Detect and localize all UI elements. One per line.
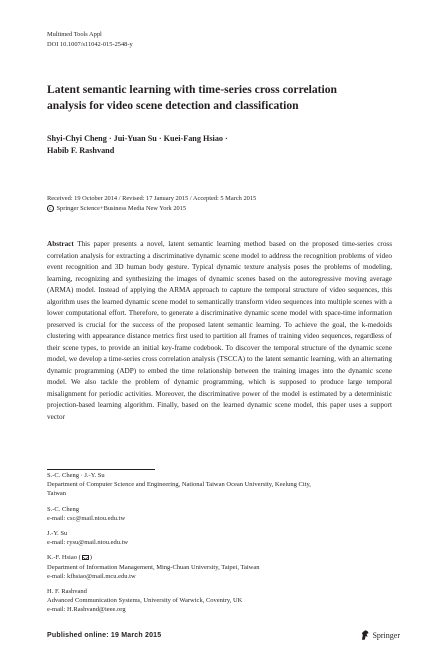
author-list — [47, 133, 387, 157]
history-dates: Received: 19 October 2014 / Revised: 17 January 2015 / Accepted: 5 March 2015 — [47, 195, 257, 202]
affiliation-line: J.-Y. Su — [47, 530, 68, 538]
springer-logo — [360, 628, 400, 642]
copyright-line — [47, 204, 256, 214]
author-line: Shyi-Chyi Cheng · Jui-Yuan Su · Kuei-Fang Hsiao · — [47, 134, 228, 143]
affiliation-line: S.-C. Cheng — [47, 505, 79, 513]
affiliation-block — [47, 505, 392, 523]
article-history — [47, 194, 256, 214]
email-line: e-mail: kfhsiao@mail.mcu.edu.tw — [47, 572, 136, 580]
affiliation-block — [47, 587, 392, 615]
email-line: e-mail: H.Rashvand@ieee.org — [47, 606, 126, 614]
journal-header — [47, 30, 133, 50]
title-line: Latent semantic learning with time-series cross correlation — [47, 83, 337, 96]
abstract-label: Abstract — [47, 240, 74, 248]
affiliations — [47, 471, 392, 621]
corresponding-author-line: K.-F. Hsiao ( ) — [47, 554, 92, 562]
affiliation-line: S.-C. Cheng · J.-Y. Su — [47, 472, 105, 479]
springer-horse-icon — [360, 629, 370, 641]
abstract — [47, 239, 392, 423]
title-line: analysis for video scene detection and classification — [47, 98, 299, 112]
paper-title — [47, 82, 397, 113]
abstract-text: This paper presents a novel, latent semantic learning method based on the proposed time-series cross correlation analysis for extracting a discriminative dynamic scene model to address the recognition problems of video event recognition and 3D human body gesture. Typical dynamic texture analysis poses the problems of modeling, learning, recognizing and synthesizing the images of dynamic scenes based on the autoregressive moving average (ARMA) model. Instead of applying the ARMA approach to capture the temporal structure of video sequences, this algorithm uses the learned dynamic scene model to semantically transform video sequences into multiple scenes with a lower computational effort. Therefore, to generate a discriminative dynamic scene model with space-time information preserved is crucial for the success of the proposed latent semantic learning. To achieve the goal, the k-medoids clustering with appearance distance metrics first used to partition all frames of training video sequences, regardless of their scene types, to provide an initial key-frame codebook. To discover the temporal structure of the dynamic scene model, we develop a time-series cross correlation analysis (TSCCA) to the latent semantic learning, with an alternating dynamic programming (ADP) to embed the time relationship between the training images into the dynamic scene model. We also tackle the problem of dynamic programming, which is supposed to produce large temporal misalignment for periodic activities. Moreover, the discriminative power of the model is estimated by a deterministic projection-based learning algorithm. Finally, based on the learned dynamic scene model, this paper uses a support vector — [47, 240, 393, 421]
footnote-divider — [47, 469, 155, 470]
doi: DOI 10.1007/s11042-015-2548-y — [47, 41, 133, 48]
envelope-icon — [82, 555, 89, 560]
affiliation-line: Department of Information Management, Ming-Chuan University, Taipei, Taiwan — [47, 563, 260, 571]
affiliation-block — [47, 553, 392, 581]
affiliation-line: Taiwan — [47, 490, 67, 498]
affiliation-line: Advanced Communication Systems, University of Warwick, Coventry, UK — [47, 597, 243, 605]
affiliation-line: Department of Computer Science and Engineering, National Taiwan Ocean University, Keelung City, — [47, 481, 311, 489]
copyright-icon: c — [47, 205, 54, 212]
affiliation-block — [47, 529, 392, 547]
author-line: Habib F. Rashvand — [47, 146, 115, 155]
affiliation-line: H. F. Rashvand — [47, 588, 87, 596]
published-date: Published online: 19 March 2015 — [47, 632, 162, 639]
affiliation-block — [47, 471, 392, 499]
journal-name: Multimed Tools Appl — [47, 31, 102, 38]
email-line: e-mail: csc@mail.ntou.edu.tw — [47, 514, 126, 522]
publisher-name: Springer — [372, 630, 400, 640]
copyright-text: Springer Science+Business Media New York 2015 — [56, 204, 187, 212]
email-line: e-mail: rysu@mail.ntou.edu.tw — [47, 539, 129, 547]
